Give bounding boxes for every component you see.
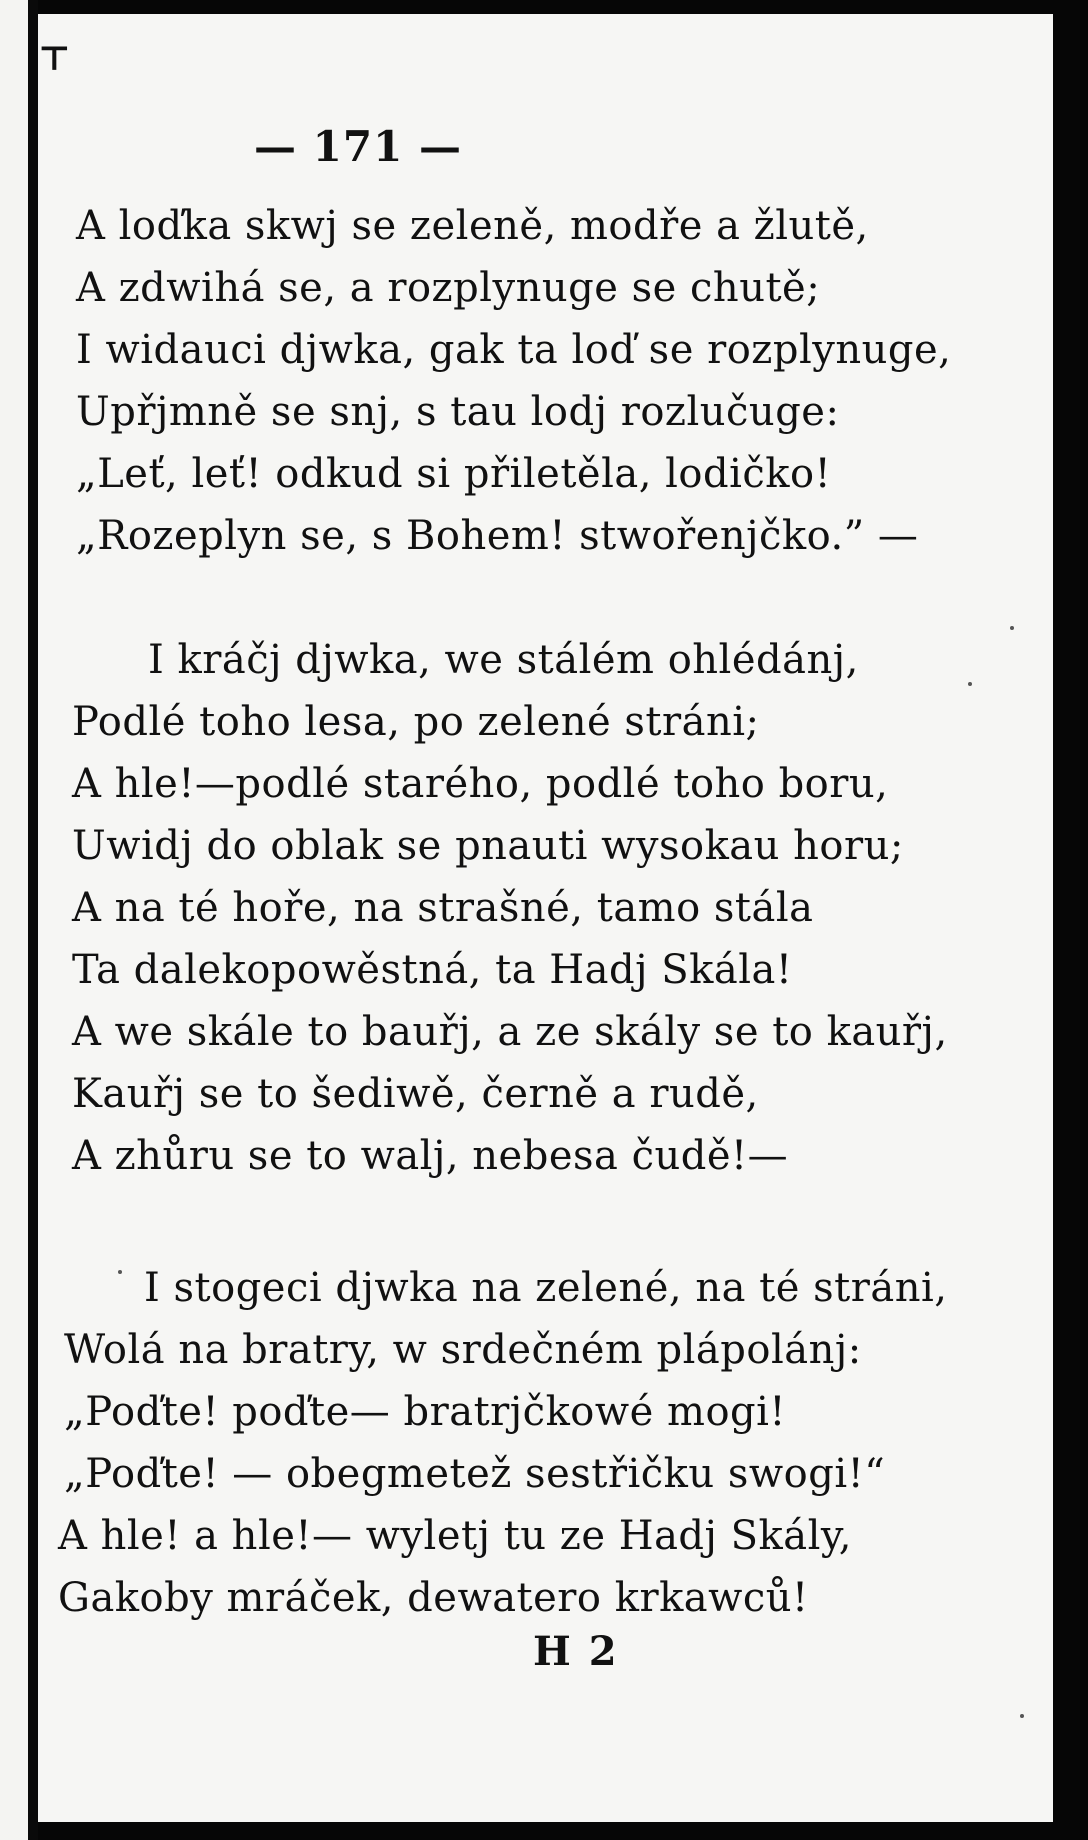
verse-line: I widauci djwka, gak ta loď se rozplynuge,: [76, 327, 952, 373]
verse-line: A na té hoře, na strašné, tamo stála: [72, 885, 814, 931]
verse-line: „Poďte! — obegmetež sestřičku swogi!“: [64, 1451, 886, 1497]
paper-speck: [1010, 626, 1014, 630]
verse-line: A loďka skwj se zeleně, modře a žlutě,: [76, 203, 869, 249]
paper-speck: [968, 682, 972, 686]
page-number: — 171 —: [254, 122, 462, 171]
verse-line: A zdwihá se, a rozplynuge se chutě;: [76, 265, 821, 311]
verse-line: Wolá na bratry, w srdečném plápolánj:: [64, 1327, 862, 1373]
catchword-signature: H 2: [533, 1628, 619, 1675]
verse-line: Kauřj se to šediwě, černě a rudě,: [72, 1071, 759, 1117]
verse-line: Upřjmně se snj, s tau lodj rozlučuge:: [76, 389, 840, 435]
verse-line: I kráčj djwka, we stálém ohlédánj,: [148, 637, 859, 683]
paper-speck: [118, 1270, 122, 1274]
paper-speck: [1020, 1714, 1024, 1718]
verse-line: I stogeci djwka na zelené, na té stráni,: [144, 1265, 948, 1311]
verse-line: A hle!—podlé starého, podlé toho boru,: [72, 761, 889, 807]
verse-line: Gakoby mráček, dewatero krkawců!: [58, 1575, 809, 1621]
corner-mark: ⊤: [38, 39, 71, 79]
verse-line: Ta dalekopowěstná, ta Hadj Skála!: [72, 947, 793, 993]
verse-line: Podlé toho lesa, po zelené stráni;: [72, 699, 760, 745]
verse-line: A zhůru se to walj, nebesa čudě!—: [72, 1133, 789, 1179]
verse-line: A hle! a hle!— wyletj tu ze Hadj Skály,: [58, 1513, 852, 1559]
verse-line: Uwidj do oblak se pnauti wysokau horu;: [72, 823, 904, 869]
binding-shadow: [28, 0, 38, 1840]
verse-line: „Poďte! poďte— bratrjčkowé mogi!: [64, 1389, 786, 1435]
verse-line: „Leť, leť! odkud si přiletěla, lodičko!: [76, 451, 832, 497]
verse-line: „Rozeplyn se, s Bohem! stwořenjčko.” —: [76, 513, 919, 559]
adjacent-page-edge: [0, 0, 28, 1840]
verse-line: A we skále to bauřj, a ze skály se to kauřj,: [72, 1009, 948, 1055]
book-page: [38, 14, 1053, 1822]
